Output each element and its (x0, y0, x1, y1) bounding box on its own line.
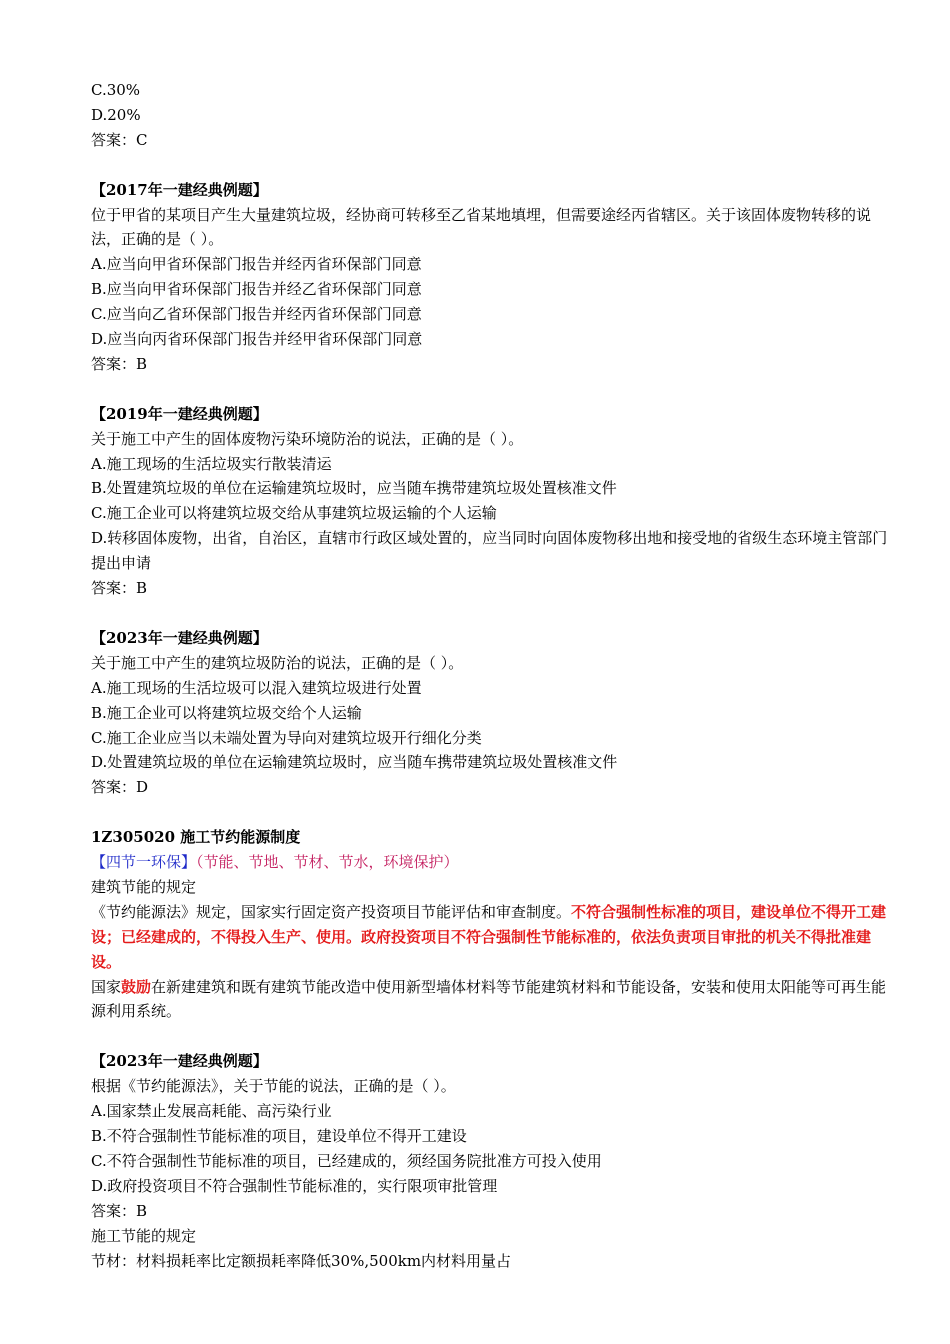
option-d: D.处置建筑垃圾的单位在运输建筑垃圾时，应当随车携带建筑垃圾处置核准文件 (91, 753, 618, 772)
option-c: C.应当向乙省环保部门报告并经丙省环保部门同意 (91, 305, 422, 324)
option-a: A.国家禁止发展高耗能、高污染行业 (91, 1102, 332, 1121)
section-energy-saving (91, 825, 890, 1024)
question-title: 【2023年一建经典例题】 (91, 628, 268, 647)
question-stem: 关于施工中产生的建筑垃圾防治的说法，正确的是（ ）。 (91, 653, 464, 672)
paragraph-emphasis: 不符合强制性标准的项目，建设单位不得开工建设；已经建成的，不得投入生产、使用。政府投资项目不符合强制性节能标准的，依法负责项目审批的机关不得批准建设。 (91, 902, 887, 971)
option-c: C.不符合强制性节能标准的项目，已经建成的，须经国务院批准方可投入使用 (91, 1151, 602, 1170)
answer: 答案：D (91, 778, 149, 797)
option-a: A.施工现场的生活垃圾实行散装清运 (91, 454, 332, 473)
option-b: B.不符合强制性节能标准的项目，建设单位不得开工建设 (91, 1126, 467, 1145)
question-2019 (91, 402, 890, 601)
option-c: C.施工企业应当以未端处置为导向对建筑垃圾开行细化分类 (91, 728, 482, 747)
question-title: 【2023年一建经典例题】 (91, 1052, 268, 1071)
answer: 答案：B (91, 579, 148, 598)
answer: 答案：B (91, 1201, 148, 1220)
option-d: D.政府投资项目不符合强制性节能标准的，实行限项审批管理 (91, 1176, 498, 1195)
question-title: 【2017年一建经典例题】 (91, 180, 268, 199)
paragraph-energy-law (91, 900, 890, 975)
option-d: D.转移固体废物，出省，自治区，直辖市行政区域处置的，应当同时向固体废物移出地和接受地的省级生态环境主管部门提出申请 (91, 529, 888, 573)
question-2017 (91, 178, 890, 377)
section-tag: 【四节一环保】 (91, 853, 197, 872)
option-d: D.应当向丙省环保部门报告并经甲省环保部门同意 (91, 330, 423, 349)
paragraph-em: 鼓励 (121, 977, 152, 996)
option-b: B.处置建筑垃圾的单位在运输建筑垃圾时，应当随车携带建筑垃圾处置核准文件 (91, 479, 617, 498)
option-d: D.20% (91, 105, 141, 124)
section-tag-line (91, 850, 890, 875)
section-tag-note: （节能、节地、节材、节水，环境保护） (196, 853, 459, 872)
paragraph-material-saving: 节材：材料损耗率比定额损耗率降低30%,500km内材料用量占 (91, 1251, 512, 1270)
section-heading: 1Z305020 施工节约能源制度 (91, 828, 301, 847)
option-a: A.施工现场的生活垃圾可以混入建筑垃圾进行处置 (91, 678, 422, 697)
question-2023-b (91, 1049, 890, 1223)
section-subheading: 建筑节能的规定 (91, 877, 197, 896)
question-title: 【2019年一建经典例题】 (91, 404, 268, 423)
paragraph-part-a: 国家 (91, 977, 122, 996)
paragraph-part-b: 在新建建筑和既有建筑节能改造中使用新型墙体材料等节能建筑材料和节能设备，安装和使用太阳能等可再生能源利用系统。 (91, 977, 887, 1021)
option-b: B.施工企业可以将建筑垃圾交给个人运输 (91, 703, 362, 722)
question-stem: 根据《节约能源法》，关于节能的说法，正确的是（ ）。 (91, 1077, 456, 1096)
paragraph-plain: 《节约能源法》规定，国家实行固定资产投资项目节能评估和审查制度。 (91, 902, 572, 921)
option-b: B.应当向甲省环保部门报告并经乙省环保部门同意 (91, 280, 422, 299)
answer: 答案：C (91, 130, 148, 149)
option-c: C.施工企业可以将建筑垃圾交给从事建筑垃圾运输的个人运输 (91, 504, 497, 523)
option-c: C.30% (91, 81, 141, 99)
answer: 答案：B (91, 354, 148, 373)
paragraph-encourage (91, 975, 890, 1025)
question-2023-a (91, 626, 890, 800)
option-a: A.应当向甲省环保部门报告并经丙省环保部门同意 (91, 255, 422, 274)
question-stem: 位于甲省的某项目产生大量建筑垃圾，经协商可转移至乙省某地填埋，但需要途经丙省辖区。关于该固体废物转移的说法，正确的是（ ）。 (91, 205, 872, 249)
question-stem: 关于施工中产生的固体废物污染环境防治的说法，正确的是（ ）。 (91, 429, 524, 448)
subheading-construction-energy: 施工节能的规定 (91, 1226, 197, 1245)
